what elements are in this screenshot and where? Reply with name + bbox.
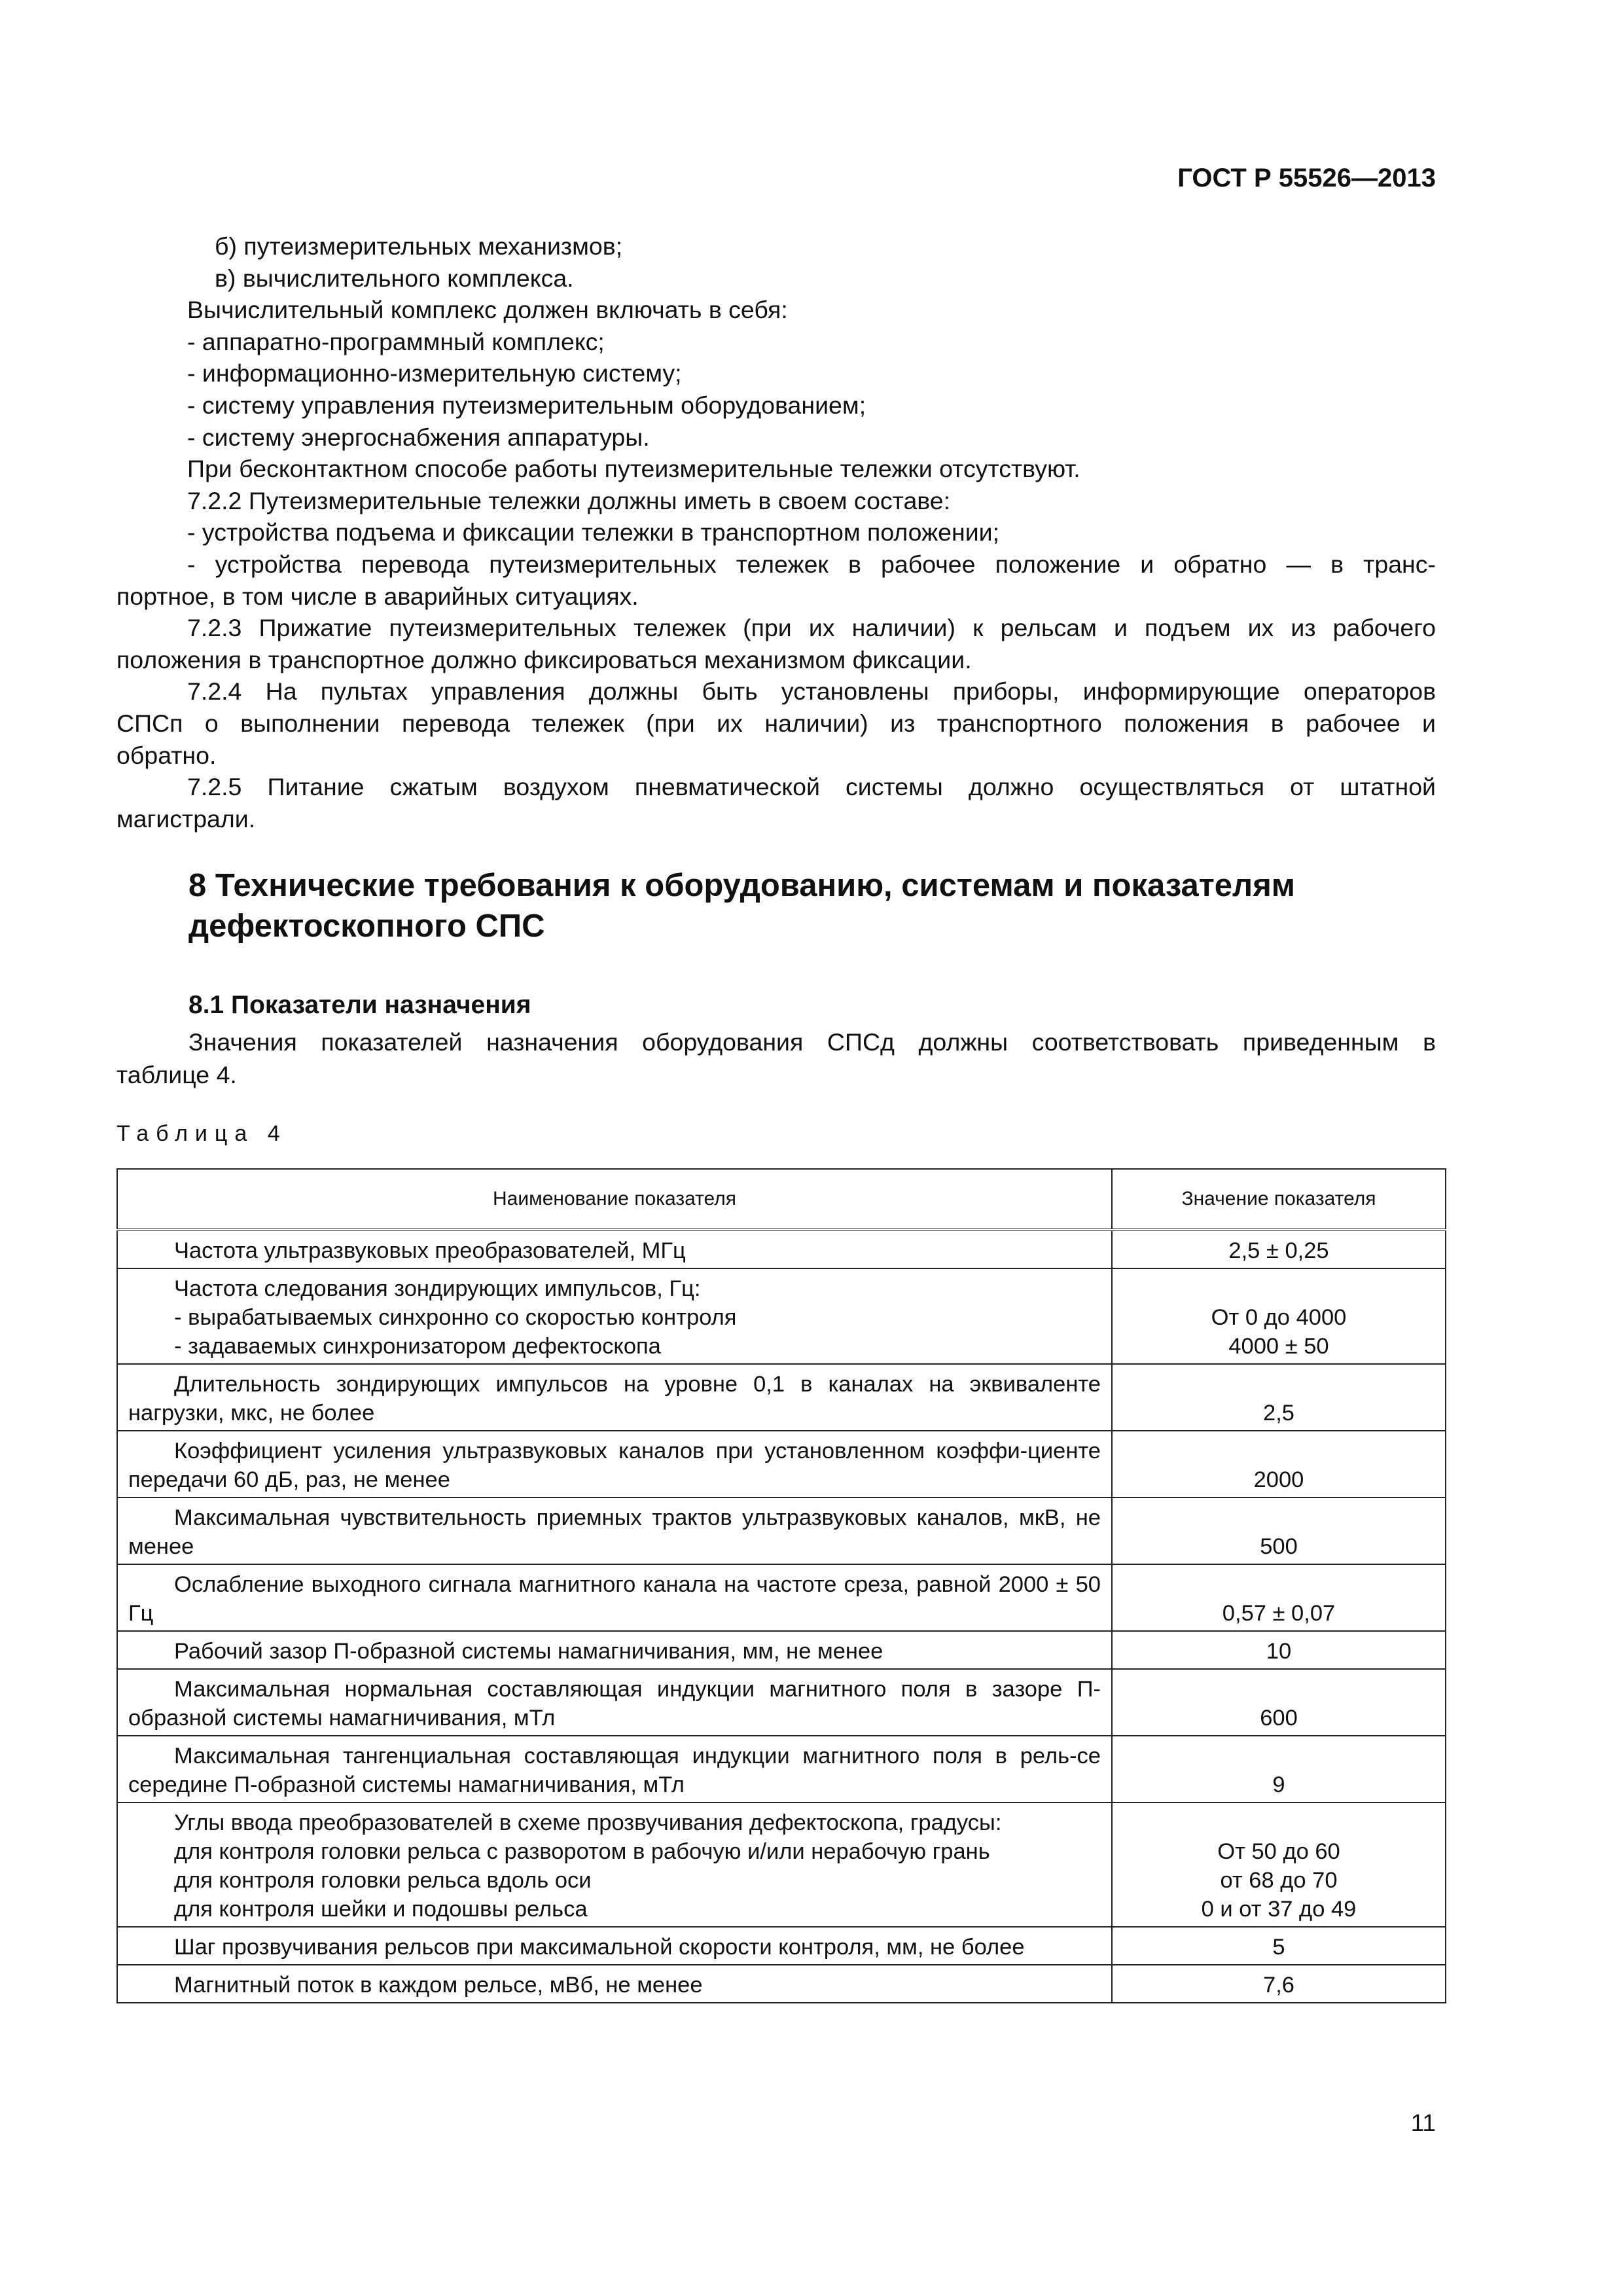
comp-item: - информационно-измерительную систему; [187, 359, 682, 387]
table-cell-name [117, 1564, 1112, 1631]
table-header-row [117, 1169, 1446, 1230]
table-cell-value [1112, 1669, 1446, 1736]
table-row [117, 1927, 1446, 1965]
table-cell-name [117, 1230, 1112, 1268]
indicator-name-line: для контроля головки рельса с разворотом в рабочую и/или нерабочую грань [174, 1839, 990, 1864]
indicator-value: 600 [1260, 1706, 1298, 1731]
indicator-name-line: Частота ультразвуковых преобразователей, МГц [174, 1238, 686, 1263]
table-cell-name [117, 1927, 1112, 1965]
paragraph-724-line1: 7.2.4 На пультах управления должны быть установлены приборы, информирующие операторов [187, 677, 1436, 706]
indicator-value: 9 [1272, 1772, 1285, 1797]
subsection-8-1-title: 8.1 Показатели назначения [188, 991, 531, 1019]
indicator-name [128, 1736, 1101, 1802]
paragraph-723-line2: положения в транспортное должно фиксироваться механизмом фиксации. [116, 645, 972, 673]
table-cell-name [117, 1631, 1112, 1669]
table-row [117, 1803, 1446, 1927]
indicator-value: 2,5 ± 0,25 [1228, 1238, 1329, 1263]
table-header-name: Наименование показателя [117, 1169, 1112, 1230]
table-cell-value [1112, 1803, 1446, 1927]
table-cell-value [1112, 1631, 1446, 1669]
table-cell-value [1112, 1230, 1446, 1268]
indicator-name [128, 1670, 1101, 1735]
table-cell-value [1112, 1498, 1446, 1564]
table-row [117, 1564, 1446, 1631]
indicator-name-line: - задаваемых синхронизатором дефектоскопа [174, 1334, 661, 1359]
indicator-name-line: Длительность зондирующих импульсов на уровне 0,1 в каналах на эквиваленте нагрузки, мкс, не более [128, 1372, 1101, 1426]
indicator-name-line: Магнитный поток в каждом рельсе, мВб, не менее [174, 1973, 703, 1998]
table-header-value: Значение показателя [1112, 1169, 1446, 1230]
indicator-value: 10 [1266, 1639, 1292, 1664]
table-cell-name [117, 1268, 1112, 1364]
indicator-name [128, 1365, 1101, 1430]
paragraph-725-line1: 7.2.5 Питание сжатым воздухом пневматической системы должно осуществляться от штатной [187, 773, 1436, 801]
comp-item: - систему управления путеизмерительным оборудованием; [187, 391, 866, 419]
list-item-v: в) вычислительного комплекса. [215, 264, 574, 292]
indicator-value: 0,57 ± 0,07 [1222, 1601, 1336, 1626]
indicator-name [128, 1269, 1101, 1363]
table-cell-name [117, 1431, 1112, 1498]
intro-line1: Значения показателей назначения оборудования СПСд должны соответствовать приведенным в [188, 1028, 1436, 1056]
indicator-name-line: для контроля шейки и подошвы рельса [174, 1897, 588, 1922]
paragraph-724-line3: обратно. [116, 741, 217, 769]
table-row [117, 1431, 1446, 1498]
table-cell-name [117, 1498, 1112, 1564]
indicator-name-line: - вырабатываемых синхронно со скоростью контроля [174, 1305, 737, 1330]
indicator-value: 7,6 [1263, 1973, 1294, 1998]
indicator-name [128, 1498, 1101, 1564]
page-number: 11 [1410, 2109, 1436, 2136]
table-cell-name [117, 1736, 1112, 1803]
indicator-name [128, 1431, 1101, 1497]
table-cell-value [1112, 1965, 1446, 2003]
indicator-name-line: Максимальная чувствительность приемных трактов ультразвуковых каналов, мкВ, не менее [128, 1505, 1101, 1559]
indicator-value: 5 [1272, 1935, 1285, 1960]
paragraph-722-item2-line2: портное, в том числе в аварийных ситуациях. [116, 582, 639, 610]
intro-line2: таблице 4. [116, 1061, 237, 1088]
table-row [117, 1736, 1446, 1803]
comp-item: - систему энергоснабжения аппаратуры. [187, 423, 650, 451]
table-row [117, 1364, 1446, 1431]
table-row [117, 1631, 1446, 1669]
indicator-name-line: Частота следования зондирующих импульсов, Гц: [174, 1276, 701, 1301]
body-text [116, 230, 1436, 834]
table-cell-name [117, 1669, 1112, 1736]
indicator-name [128, 1803, 1101, 1926]
indicator-value: 2,5 [1263, 1401, 1294, 1426]
indicator-value: 0 и от 37 до 49 [1201, 1897, 1357, 1922]
table-cell-value [1112, 1431, 1446, 1498]
section-8-title-line2: дефектоскопного СПС [188, 908, 545, 944]
paragraph-722-item1: - устройства подъема и фиксации тележки в транспортном положении; [187, 518, 1000, 547]
table-row [117, 1268, 1446, 1364]
table-row [117, 1230, 1446, 1268]
indicator-name-line: Максимальная тангенциальная составляющая индукции магнитного поля в рель-се середине П-образной системы намагничивания, мТл [128, 1744, 1101, 1797]
indicator-name-line: Рабочий зазор П-образной системы намагничивания, мм, не менее [174, 1639, 883, 1664]
table-row [117, 1498, 1446, 1564]
indicator-name [128, 1965, 1101, 2002]
table-cell-value [1112, 1564, 1446, 1631]
table-cell-value [1112, 1364, 1446, 1431]
document-header-id: ГОСТ Р 55526—2013 [1177, 164, 1436, 192]
paragraph-contactless: При бесконтактном способе работы путеизмерительные тележки отсутствуют. [187, 455, 1080, 483]
indicator-name [128, 1565, 1101, 1630]
indicator-name-line: Углы ввода преобразователей в схеме прозвучивания дефектоскопа, градусы: [174, 1810, 1002, 1835]
indicator-value: От 0 до 4000 [1211, 1305, 1347, 1330]
table-cell-value [1112, 1736, 1446, 1803]
table-4 [116, 1168, 1446, 2003]
table-cell-name [117, 1364, 1112, 1431]
section-8-title-line1: 8 Технические требования к оборудованию, системам и показателям [188, 868, 1296, 903]
paragraph-725-line2: магистрали. [116, 804, 256, 833]
comp-item: - аппаратно-программный комплекс; [187, 327, 605, 355]
table-row [117, 1669, 1446, 1736]
indicator-value: От 50 до 60 [1217, 1839, 1340, 1864]
indicator-name [128, 1632, 1101, 1668]
indicator-name-line: Шаг прозвучивания рельсов при максимальной скорости контроля, мм, не более [174, 1935, 1025, 1960]
indicator-name-line: для контроля головки рельса вдоль оси [174, 1868, 592, 1893]
indicator-value: от 68 до 70 [1220, 1868, 1338, 1893]
table-body [117, 1230, 1446, 2003]
indicator-value: 500 [1260, 1534, 1298, 1559]
paragraph-722: 7.2.2 Путеизмерительные тележки должны иметь в своем составе: [187, 486, 951, 514]
table-cell-value [1112, 1268, 1446, 1364]
indicator-name-line: Ослабление выходного сигнала магнитного канала на частоте среза, равной 2000 ± 50 Гц [128, 1572, 1101, 1626]
paragraph-722-item2-line1: - устройства перевода путеизмерительных тележек в рабочее положение и обратно — в транс- [187, 550, 1436, 578]
paragraph-723-line1: 7.2.3 Прижатие путеизмерительных тележек (при их наличии) к рельсам и подъем их из рабочего [187, 614, 1436, 642]
table-cell-name [117, 1965, 1112, 2003]
indicator-value: 4000 ± 50 [1228, 1334, 1329, 1359]
table-cell-name [117, 1803, 1112, 1927]
indicator-name-line: Коэффициент усиления ультразвуковых каналов при установленном коэффи-циенте передачи 60 дБ, раз, не менее [128, 1439, 1101, 1492]
section-8-1-intro [116, 1026, 1436, 1091]
indicator-name [128, 1231, 1101, 1268]
table-cell-value [1112, 1927, 1446, 1965]
list-item-b: б) путеизмерительных механизмов; [215, 232, 623, 260]
section-8-title [188, 865, 1406, 946]
indicator-value: 2000 [1253, 1467, 1304, 1492]
table-row [117, 1965, 1446, 2003]
indicator-name-line: Максимальная нормальная составляющая индукции магнитного поля в зазоре П-образной системы намагничивания, мТл [128, 1677, 1101, 1731]
indicator-name [128, 1928, 1101, 1964]
paragraph-comp-intro: Вычислительный комплекс должен включать в себя: [187, 296, 788, 324]
paragraph-724-line2: СПСп о выполнении перевода тележек (при их наличии) из транспортного положения в рабочее и [116, 709, 1436, 737]
table-caption: Таблица 4 [116, 1121, 287, 1146]
